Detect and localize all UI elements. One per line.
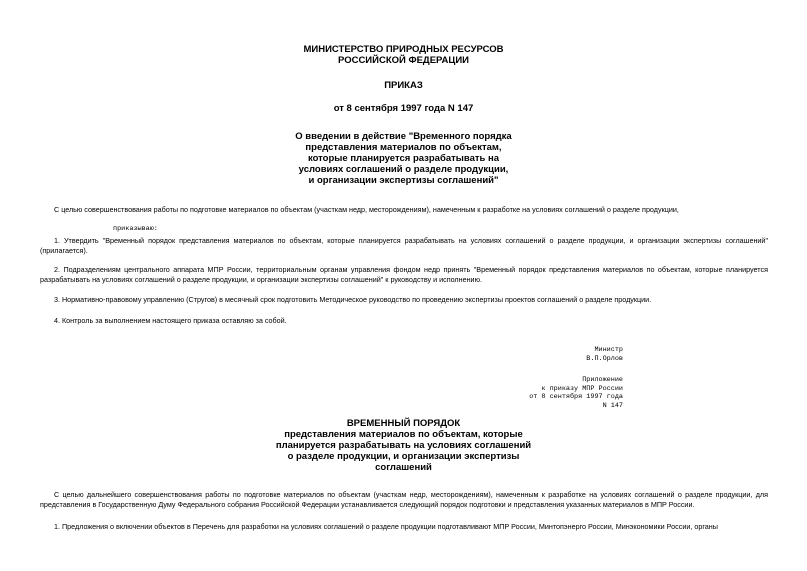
orders-word: приказываю: <box>113 225 158 233</box>
date-number: от 8 сентября 1997 года N 147 <box>333 103 474 114</box>
order-item-2: 2. Подразделениям центрального аппарата МПР России, территориальным органам управления фондом недр принять "Временный порядок представления материалов по объектам, которые планируется разрабатывать на условиях соглашений о разделе продукции, и организации экспертизы соглашений" к руководству и исполнению. <box>40 265 768 284</box>
ministry-line-2: РОССИЙСКОЙ ФЕДЕРАЦИИ <box>337 55 469 66</box>
annex-title-line-2: представления материалов по объектам, которые <box>284 429 523 440</box>
order-title-line-2: представления материалов по объектам, <box>305 142 502 153</box>
ministry-header <box>0 44 807 66</box>
annex-title <box>0 418 807 473</box>
annex-title-line-5: соглашений <box>375 462 432 473</box>
appendix-line-4: N 147 <box>602 401 623 410</box>
order-item-1: 1. Утвердить "Временный порядок представления материалов по объектам, которые планируется разрабатывать на условиях соглашений о разделе продукции, и организации экспертизы соглашений" (прилагается). <box>40 236 768 255</box>
ministry-line-1: МИНИСТЕРСТВО ПРИРОДНЫХ РЕСУРСОВ <box>303 44 504 55</box>
annex-intro-paragraph: С целью дальнейшего совершенствования работы по подготовке материалов по объектам (участкам недр, месторождениям), намеченным к разработке на условиях соглашений о разделе продукции, для представления в Государственную Думу Федерального собрания Российской Федерации устанавливается следующий порядок подготовки и представления указанных материалов в МПР России. <box>40 490 768 509</box>
appendix-block <box>529 376 623 410</box>
doc-type: ПРИКАЗ <box>384 80 423 91</box>
order-item-3: 3. Нормативно-правовому управлению (Стругов) в месячный срок подготовить Методическое руководство по проведению экспертизы проектов соглашений о разделе продукции. <box>54 295 652 304</box>
appendix-line-3: от 8 сентября 1997 года <box>529 393 623 401</box>
order-title-line-4: условиях соглашений о разделе продукции, <box>298 164 509 175</box>
annex-title-line-3: планируется разрабатывать на условиях соглашений <box>275 440 532 451</box>
appendix-line-1: Приложение <box>582 376 623 384</box>
order-title-line-3: которые планируется разрабатывать на <box>307 153 500 164</box>
signature-position: Министр <box>594 346 623 354</box>
order-item-4: 4. Контроль за выполнением настоящего приказа оставляю за собой. <box>54 316 287 325</box>
preamble-paragraph: С целью совершенствования работы по подготовке материалов по объектам (участкам недр, месторождениям), намеченным к разработке на условиях соглашений о разделе продукции, <box>54 205 679 214</box>
signature-block <box>586 346 623 363</box>
annex-item-1: 1. Предложения о включении объектов в Перечень для разработки на условиях соглашений о разделе продукции подготавливают МПР России, Минтопэнерго России, Минэкономики России, органы <box>54 522 718 531</box>
appendix-line-2: к приказу МПР России <box>541 384 623 393</box>
order-title <box>0 131 807 186</box>
order-title-line-1: О введении в действие "Временного порядка <box>295 131 512 142</box>
annex-title-line-1: ВРЕМЕННЫЙ ПОРЯДОК <box>346 418 461 429</box>
order-title-line-5: и организации экспертизы соглашений" <box>308 175 499 186</box>
annex-title-line-4: о разделе продукции, и организации экспертизы <box>287 451 520 462</box>
signature-name: В.П.Орлов <box>586 354 623 363</box>
